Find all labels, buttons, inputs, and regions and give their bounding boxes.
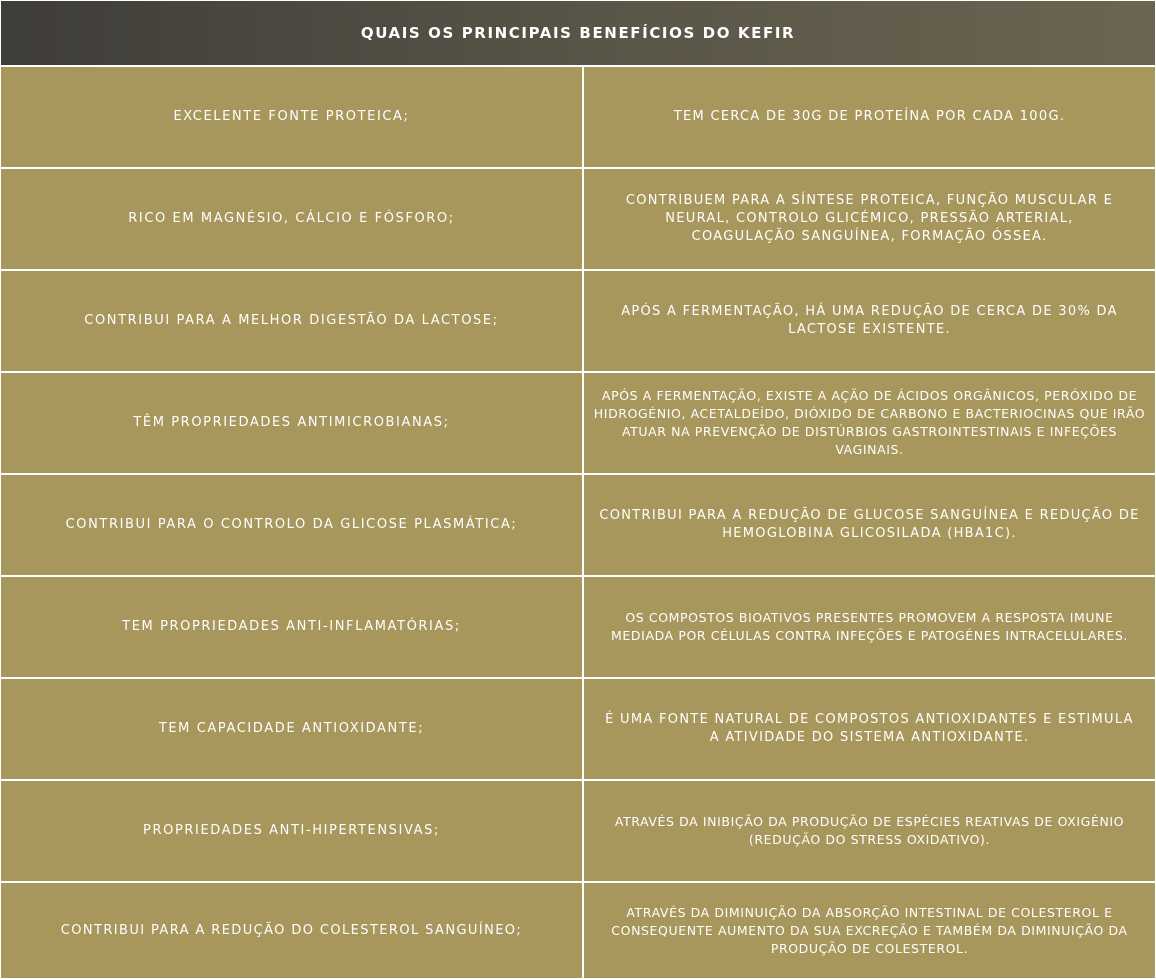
detail-cell: ATRAVÉS DA DIMINUIÇÃO DA ABSORÇÃO INTESTINAL DE COLESTEROL E CONSEQUENTE AUMENTO DA SUA EXCREÇÃO E TAMBÉM DA DIMINUIÇÃO DA PRODUÇÃO DE COLESTEROL. [584, 883, 1155, 978]
table-row [1, 475, 1155, 575]
detail-cell: CONTRIBUI PARA A REDUÇÃO DE GLUCOSE SANGUÍNEA E REDUÇÃO DE HEMOGLOBINA GLICOSILADA (HBA1C). [584, 475, 1155, 575]
table-row [1, 577, 1155, 677]
benefit-cell: TÊM PROPRIEDADES ANTIMICROBIANAS; [1, 373, 582, 473]
table-row [1, 679, 1155, 779]
benefit-cell: CONTRIBUI PARA A REDUÇÃO DO COLESTEROL SANGUÍNEO; [1, 883, 582, 978]
table-row [1, 373, 1155, 473]
detail-cell: APÓS A FERMENTAÇÃO, HÁ UMA REDUÇÃO DE CERCA DE 30% DA LACTOSE EXISTENTE. [584, 271, 1155, 371]
table-row [1, 169, 1155, 269]
detail-cell: TEM CERCA DE 30G DE PROTEÍNA POR CADA 100G. [584, 67, 1155, 167]
benefit-cell: CONTRIBUI PARA O CONTROLO DA GLICOSE PLASMÁTICA; [1, 475, 582, 575]
benefit-cell: RICO EM MAGNÉSIO, CÁLCIO E FÓSFORO; [1, 169, 582, 269]
benefit-cell: CONTRIBUI PARA A MELHOR DIGESTÃO DA LACTOSE; [1, 271, 582, 371]
detail-cell: ATRAVÉS DA INIBIÇÃO DA PRODUÇÃO DE ESPÉCIES REATIVAS DE OXIGÉNIO (REDUÇÃO DO STRESS OXIDATIVO). [584, 781, 1155, 881]
detail-cell: APÓS A FERMENTAÇÃO, EXISTE A AÇÃO DE ÁCIDOS ORGÂNICOS, PERÓXIDO DE HIDROGÉNIO, ACETALDEÍDO, DIÓXIDO DE CARBONO E BACTERIOCINAS QUE IRÃO ATUAR NA PREVENÇÃO DE DISTÚRBIOS GASTROINTESTINAIS E INFEÇÕES VAGINAIS. [584, 373, 1155, 473]
detail-cell: É UMA FONTE NATURAL DE COMPOSTOS ANTIOXIDANTES E ESTIMULA A ATIVIDADE DO SISTEMA ANTIOXIDANTE. [584, 679, 1155, 779]
table-header [1, 1, 1155, 65]
table-title: QUAIS OS PRINCIPAIS BENEFÍCIOS DO KEFIR [360, 24, 796, 42]
benefit-cell: TEM PROPRIEDADES ANTI-INFLAMATÓRIAS; [1, 577, 582, 677]
benefit-cell: TEM CAPACIDADE ANTIOXIDANTE; [1, 679, 582, 779]
table-row [1, 67, 1155, 167]
detail-cell: OS COMPOSTOS BIOATIVOS PRESENTES PROMOVEM A RESPOSTA IMUNE MEDIADA POR CÉLULAS CONTRA INFEÇÕES E PATOGÉNES INTRACELULARES. [584, 577, 1155, 677]
detail-cell: CONTRIBUEM PARA A SÍNTESE PROTEICA, FUNÇÃO MUSCULAR E NEURAL, CONTROLO GLICÉMICO, PRESSÃO ARTERIAL, COAGULAÇÃO SANGUÍNEA, FORMAÇÃO ÓSSEA. [584, 169, 1155, 269]
table-row [1, 781, 1155, 881]
table-row [1, 271, 1155, 371]
table-row [1, 883, 1155, 978]
benefit-cell: PROPRIEDADES ANTI-HIPERTENSIVAS; [1, 781, 582, 881]
benefit-cell: EXCELENTE FONTE PROTEICA; [1, 67, 582, 167]
